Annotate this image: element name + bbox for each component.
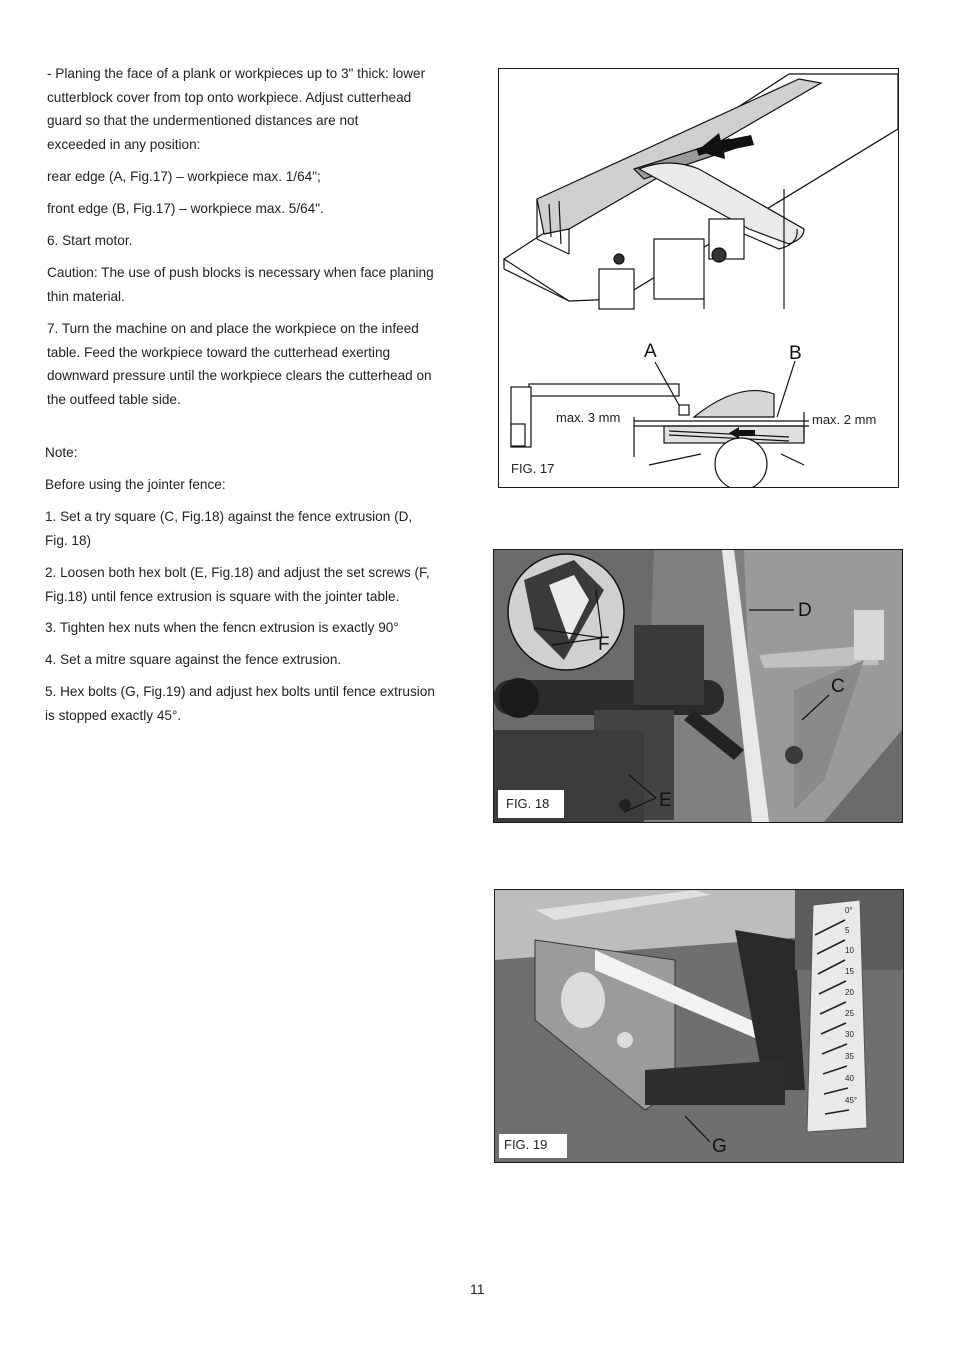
callout-f: F — [598, 634, 610, 655]
paragraph-note: Note: — [45, 445, 78, 460]
figure-17 — [498, 68, 899, 488]
paragraph-step-2 — [45, 561, 430, 608]
paragraph-start-motor: 6. Start motor. — [47, 233, 133, 248]
paragraph-planing-face — [47, 62, 425, 156]
paragraph-step-1 — [45, 505, 412, 552]
text-line: 5. Hex bolts (G, Fig.19) and adjust hex bolts until fence extrusion — [45, 684, 435, 699]
scale-mark: 25 — [845, 1009, 854, 1018]
max-2mm-label: max. 2 mm — [812, 412, 877, 427]
text-line: 7. Turn the machine on and place the workpiece on the infeed — [47, 321, 419, 336]
paragraph-front-edge: front edge (B, Fig.17) – workpiece max. 5/64". — [47, 201, 324, 216]
callout-c: C — [831, 676, 845, 697]
text-line: is stopped exactly 45°. — [45, 707, 182, 723]
page-number: 11 — [470, 1281, 485, 1297]
scale-mark: 40 — [845, 1074, 854, 1083]
scale-mark: 45° — [845, 1096, 858, 1105]
paragraph-step-4: 4. Set a mitre square against the fence extrusion. — [45, 652, 342, 667]
max-3mm-label: max. 3 mm — [556, 410, 621, 425]
text-line: guard so that the undermentioned distances are not — [47, 113, 359, 128]
callout-b: B — [789, 343, 802, 364]
text-line: downward pressure until the workpiece clears the cutterhead on — [47, 368, 432, 383]
paragraph-before-fence: Before using the jointer fence: — [45, 477, 226, 492]
callout-d: D — [798, 600, 812, 621]
figure-17-label: FIG. 17 — [511, 461, 555, 476]
mitre-stop-photo — [495, 890, 903, 1162]
scale-mark: 0° — [845, 906, 853, 915]
text-line: cutterblock cover from top onto workpiece. Adjust cutterhead — [47, 89, 412, 105]
text-line: table. Feed the workpiece toward the cutterhead exerting — [47, 344, 391, 360]
figure-19-label: FIG. 19 — [504, 1137, 548, 1152]
paragraph-rear-edge: rear edge (A, Fig.17) – workpiece max. 1/64"; — [47, 169, 321, 184]
text-line: Caution: The use of push blocks is necessary when face planing — [47, 265, 434, 280]
scale-mark: 20 — [845, 988, 854, 997]
scale-mark: 15 — [845, 967, 854, 976]
callout-e: E — [659, 790, 672, 811]
figure-19 — [494, 889, 904, 1163]
scale-mark: 30 — [845, 1030, 854, 1039]
scale-mark: 35 — [845, 1052, 854, 1061]
text-line: - Planing the face of a plank or workpieces up to 3" thick: lower — [47, 66, 426, 81]
text-line: Fig. 18) — [45, 532, 92, 548]
paragraph-caution — [47, 261, 434, 308]
paragraph-turn-on — [47, 317, 432, 411]
angle-scale — [845, 906, 869, 1136]
paragraph-step-3: 3. Tighten hex nuts when the fencn extrusion is exactly 90° — [45, 620, 399, 635]
figure-18 — [493, 549, 903, 823]
paragraph-step-5 — [45, 680, 435, 727]
text-line: thin material. — [47, 288, 125, 304]
text-line: the outfeed table side. — [47, 391, 181, 407]
text-line: 1. Set a try square (C, Fig.18) against the fence extrusion (D, — [45, 509, 413, 524]
scale-mark: 10 — [845, 946, 854, 955]
scale-mark: 5 — [845, 926, 850, 935]
text-line: exceeded in any position: — [47, 136, 201, 152]
text-line: 2. Loosen both hex bolt (E, Fig.18) and adjust the set screws (F, — [45, 565, 430, 580]
text-line: Fig.18) until fence extrusion is square with the jointer table. — [45, 588, 400, 604]
callout-g: G — [712, 1136, 727, 1157]
figure-18-label: FIG. 18 — [506, 796, 550, 811]
callout-a: A — [644, 341, 657, 362]
